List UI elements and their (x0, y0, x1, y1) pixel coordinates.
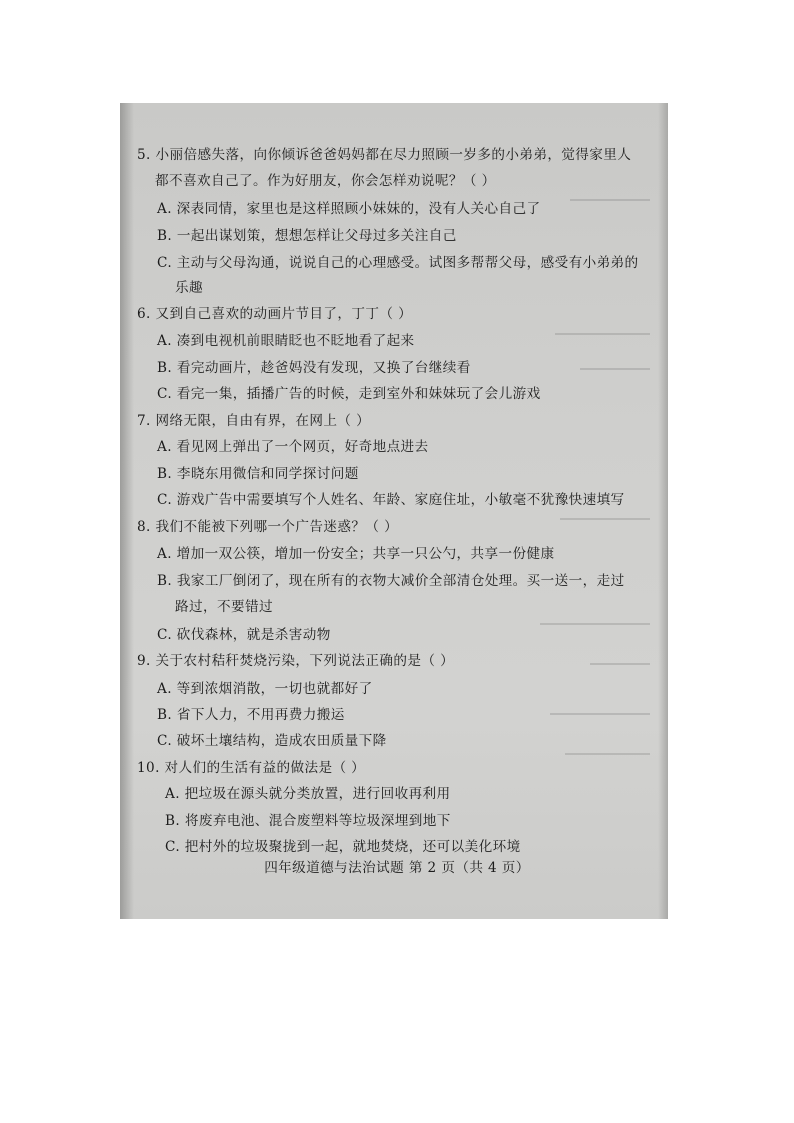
bleed-through-mark (570, 199, 650, 201)
question-5-option-a: A. 深表同情，家里也是这样照顾小妹妹的，没有人关心自己了 (157, 201, 541, 217)
question-7-option-a: A. 看见网上弹出了一个网页，好奇地点进去 (157, 439, 429, 455)
question-8-stem: 8. 我们不能被下列哪一个广告迷惑？（ ） (137, 519, 399, 535)
question-6-stem: 6. 又到自己喜欢的动画片节目了，丁丁（ ） (137, 306, 413, 322)
question-5-option-c-continued: 乐趣 (175, 280, 203, 296)
question-10-stem: 10. 对人们的生活有益的做法是（ ） (137, 760, 366, 776)
question-7-option-c: C. 游戏广告中需要填写个人姓名、年龄、家庭住址，小敏毫不犹豫快速填写 (157, 492, 625, 508)
photo-shadow-left (120, 103, 134, 919)
bleed-through-mark (540, 623, 650, 625)
question-6-option-a: A. 凑到电视机前眼睛眨也不眨地看了起来 (157, 333, 415, 349)
bleed-through-mark (560, 518, 650, 520)
bleed-through-mark (555, 333, 650, 335)
bleed-through-mark (580, 368, 650, 370)
bleed-through-mark (550, 713, 650, 715)
question-9-option-b: B. 省下人力，不用再费力搬运 (157, 707, 345, 723)
question-8-option-a: A. 增加一双公筷，增加一份安全；共享一只公勺，共享一份健康 (157, 546, 555, 562)
question-10-option-b: B. 将废弃电池、混合废塑料等垃圾深埋到地下 (165, 813, 451, 829)
question-8-option-b: B. 我家工厂倒闭了，现在所有的衣物大减价全部清仓处理。买一送一，走过 (157, 573, 625, 589)
question-7-option-b: B. 李晓东用微信和同学探讨问题 (157, 466, 359, 482)
question-10-option-c: C. 把村外的垃圾聚拢到一起，就地焚烧，还可以美化环境 (165, 839, 521, 855)
question-5-option-c: C. 主动与父母沟通，说说自己的心理感受。试图多帮帮父母，感受有小弟弟的 (157, 255, 639, 271)
question-9-stem: 9. 关于农村秸秆焚烧污染，下列说法正确的是（ ） (137, 653, 455, 669)
bleed-through-mark (565, 753, 650, 755)
question-9-option-a: A. 等到浓烟消散，一切也就都好了 (157, 681, 373, 697)
photo-shadow-right (658, 103, 668, 919)
page-footer: 四年级道德与法治试题 第 2 页（共 4 页） (264, 860, 530, 876)
question-5-stem: 5. 小丽倍感失落，向你倾诉爸爸妈妈都在尽力照顾一岁多的小弟弟，觉得家里人 (137, 147, 632, 163)
question-6-option-c: C. 看完一集，插播广告的时候，走到室外和妹妹玩了会儿游戏 (157, 386, 541, 402)
question-6-option-b: B. 看完动画片，趁爸妈没有发现，又换了台继续看 (157, 360, 471, 376)
question-7-stem: 7. 网络无限，自由有界，在网上（ ） (137, 413, 371, 429)
question-5-stem-continued: 都不喜欢自己了。作为好朋友，你会怎样劝说呢？（ ） (155, 173, 496, 189)
question-5-option-b: B. 一起出谋划策，想想怎样让父母过多关注自己 (157, 228, 457, 244)
question-9-option-c: C. 破坏土壤结构，造成农田质量下降 (157, 733, 387, 749)
question-8-option-b-continued: 路过，不要错过 (175, 599, 273, 615)
question-8-option-c: C. 砍伐森林，就是杀害动物 (157, 627, 331, 643)
question-10-option-a: A. 把垃圾在源头就分类放置，进行回收再利用 (165, 786, 451, 802)
bleed-through-mark (590, 663, 650, 665)
